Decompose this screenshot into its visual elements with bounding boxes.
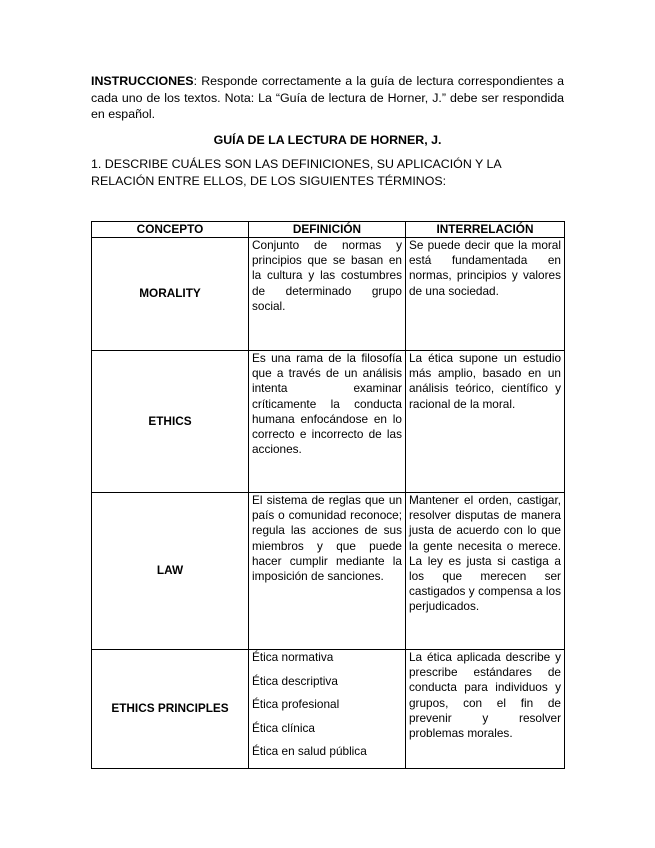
list-item: Ética clínica: [252, 720, 315, 735]
concept-cell: ETHICS: [92, 351, 249, 493]
instructions-paragraph: [91, 73, 564, 123]
table-row: [92, 238, 565, 351]
concept-cell: ETHICS PRINCIPLES: [92, 650, 249, 769]
definition-cell: Es una rama de la filosofía que a través de un análisis intenta examinar críticamente la conducta humana enfocándose en lo correcto e incorrecto de las acciones.: [249, 351, 406, 493]
question-text: 1. DESCRIBE CUÁLES SON LAS DEFINICIONES, SU APLICACIÓN Y LA RELACIÓN ENTRE ELLOS, DE LOS SIGUIENTES TÉRMINOS:: [91, 157, 501, 188]
definition-cell: El sistema de reglas que un país o comunidad reconoce; regula las acciones de sus miembros y que puede hacer cumplir mediante la imposición de sanciones.: [249, 493, 406, 650]
list-item: Ética normativa: [252, 650, 334, 664]
table-header-row: [92, 222, 565, 238]
relation-cell: Se puede decir que la moral está fundamentada en normas, principios y valores de una sociedad.: [406, 238, 565, 351]
list-item: Ética en salud pública: [252, 744, 367, 758]
header-concept: CONCEPTO: [92, 222, 249, 238]
header-relation: INTERRELACIÓN: [406, 222, 565, 238]
list-item: Ética profesional: [252, 697, 340, 711]
relation-cell: La ética aplicada describe y prescribe estándares de conducta para individuos y grupos, con el fin de prevenir y resolver problemas morales.: [406, 650, 565, 769]
table-row: [92, 650, 565, 769]
relation-cell: La ética supone un estudio más amplio, basado en un análisis teórico, científico y racional de la moral.: [406, 351, 565, 493]
concept-cell: LAW: [92, 493, 249, 650]
list-item: Ética descriptiva: [252, 673, 338, 688]
instructions-text: : Responde correctamente a la guía de lectura correspondientes a cada uno de los textos. Nota: La “Guía de lectura de Horner, J.” debe ser respondida en español.: [91, 74, 564, 121]
relation-cell: Mantener el orden, castigar, resolver disputas de manera justa de acuerdo con lo que la gente necesita o merece. La ley es justa si castiga a los que merecen ser castigados y compensa a los perjudicados.: [406, 493, 565, 650]
header-definition: DEFINICIÓN: [249, 222, 406, 238]
table-row: [92, 493, 565, 650]
instructions-label: INSTRUCCIONES: [91, 74, 194, 88]
concepts-table: [91, 221, 565, 769]
definition-list-cell: [249, 650, 406, 769]
definition-cell: Conjunto de normas y principios que se basan en la cultura y las costumbres de determinado grupo social.: [249, 238, 406, 351]
table-row: [92, 351, 565, 493]
guide-title: GUÍA DE LA LECTURA DE HORNER, J.: [213, 133, 442, 147]
concept-cell: MORALITY: [92, 238, 249, 351]
